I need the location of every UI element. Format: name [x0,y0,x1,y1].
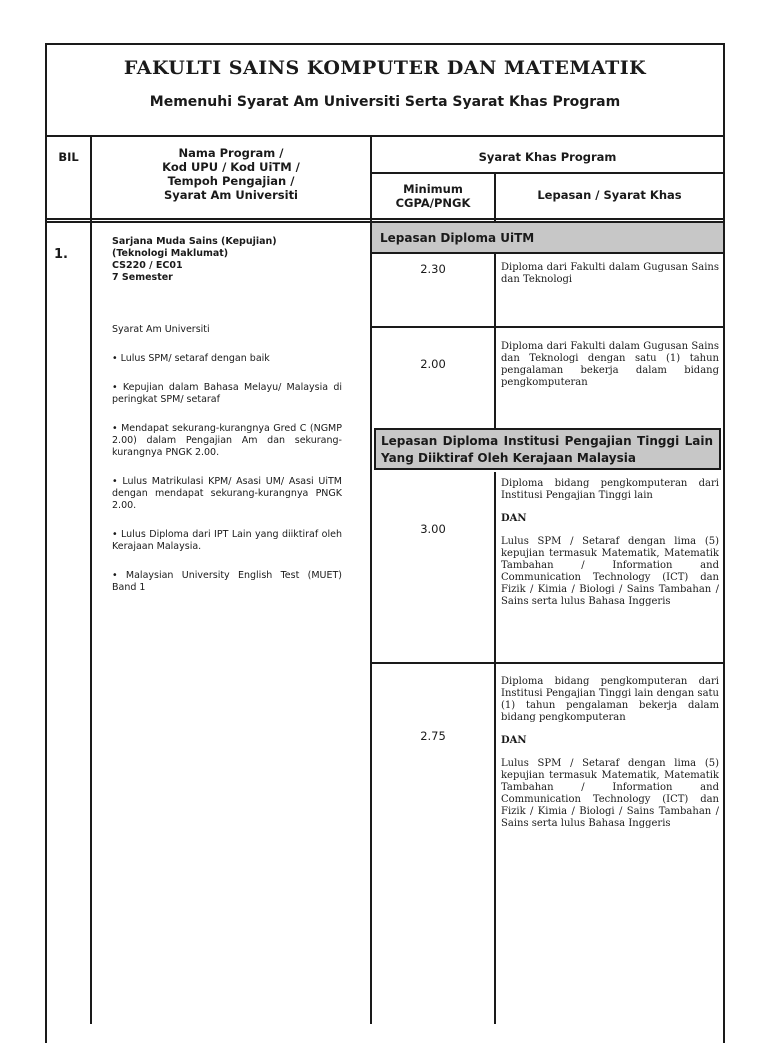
divider [45,135,725,137]
column-header-minimum: Minimum CGPA/PNGK [395,182,471,210]
divider [370,662,725,664]
list-item: • Lulus SPM/ setaraf dengan baik [112,353,270,364]
section-heading: Lepasan Diploma Institusi Pengajian Tinggi Lain Yang Diiktiraf Oleh Kerajaan Malaysia [381,434,713,465]
syarat-am-heading: Syarat Am Universiti [112,324,210,335]
list-item: • Lulus Matrikulasi KPM/ Asasi UM/ Asasi UiTM dengan mendapat sekurang-kurangnya PNGK 2.00. [112,476,342,511]
page-title: FAKULTI SAINS KOMPUTER DAN MATEMATIK [123,57,647,79]
list-item: • Kepujian dalam Bahasa Melayu/ Malaysia di peringkat SPM/ setaraf [112,382,342,405]
cgpa-value: 2.75 [420,729,446,743]
divider [45,218,725,220]
program-name: Sarjana Muda Sains (Kepujian) (Teknologi Maklumat) CS220 / EC01 7 Semester [112,236,277,283]
page-subtitle: Memenuhi Syarat Am Universiti Serta Syarat Khas Program [149,94,621,110]
column-header-syarat-khas: Syarat Khas Program [478,150,617,164]
section-heading: Lepasan Diploma UiTM [380,231,535,245]
cgpa-value: 2.30 [420,262,446,276]
cgpa-value: 3.00 [420,522,446,536]
list-item: • Mendapat sekurang-kurangnya Gred C (NGMP 2.00) dalam Pengajian Am dan sekurang-kurangnya PNGK 2.00. [112,423,342,458]
column-header-lepasan: Lepasan / Syarat Khas [537,188,682,202]
cgpa-value: 2.00 [420,357,446,371]
requirement-text: Diploma dari Fakulti dalam Gugusan Sains dan Teknologi dengan satu (1) tahun pengalaman bekerja dalam bidang pengkomputeran [501,341,719,388]
list-item: • Malaysian University English Test (MUET) Band 1 [112,570,342,593]
divider [370,172,725,174]
list-item: • Lulus Diploma dari IPT Lain yang diiktiraf oleh Kerajaan Malaysia. [112,529,342,552]
syarat-am-list [112,324,342,604]
row-number: 1. [54,247,68,262]
column-header-nama-program: Nama Program / Kod UPU / Kod UiTM / Tempoh Pengajian / Syarat Am Universiti [162,146,300,202]
divider [494,472,496,1024]
requirement-text: Diploma bidang pengkomputeran dari Institusi Pengajian Tinggi lain dengan satu (1) tahun pengalaman bekerja dalam bidang pengkomputeran DAN Lulus SPM / Setaraf dengan lima (5) kepujian termasuk Matematik, Matematik Tambahan / Information and Communication Technology (ICT) dan Fizik / Kimia / Biologi / Sains Tambahan / Sains serta lulus Bahasa Inggeris [501,676,719,829]
column-header-bil: BIL [58,150,79,164]
divider [370,326,725,328]
divider [494,252,496,428]
divider [90,135,92,1024]
requirement-text: Diploma dari Fakulti dalam Gugusan Sains dan Teknologi [501,262,719,285]
requirement-text: Diploma bidang pengkomputeran dari Institusi Pengajian Tinggi lain DAN Lulus SPM / Setaraf dengan lima (5) kepujian termasuk Matematik, Matematik Tambahan / Information and Communication Technology (ICT) dan Fizik / Kimia / Biologi / Sains Tambahan / Sains serta lulus Bahasa Inggeris [501,478,719,607]
